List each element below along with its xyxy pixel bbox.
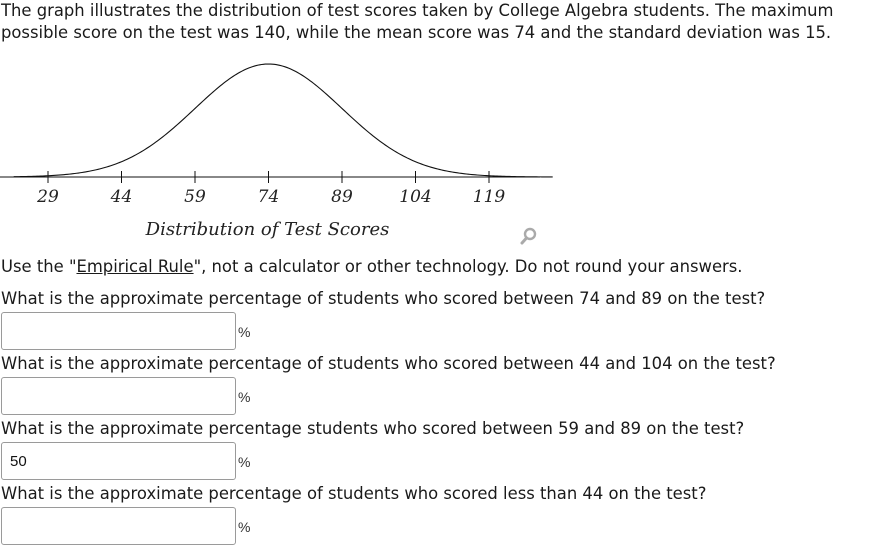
question-2-text: What is the approximate percentage of students who scored between 44 and 104 on the test?: [1, 354, 776, 373]
normal-curve-chart: [0, 48, 560, 248]
empirical-rule-link[interactable]: Empirical Rule: [76, 257, 194, 276]
x-tick-label-29: 29: [37, 187, 59, 207]
answer-input-3[interactable]: [1, 442, 236, 480]
percent-unit-1: %: [238, 324, 251, 340]
question-3-text: What is the approximate percentage students who scored between 59 and 89 on the test?: [1, 419, 745, 438]
normal-curve: [14, 64, 553, 177]
x-tick-label-119: 119: [472, 187, 506, 207]
answer-input-4[interactable]: [1, 507, 236, 545]
x-tick-label-59: 59: [184, 187, 206, 207]
answer-input-1[interactable]: [1, 312, 236, 350]
x-axis-title: Distribution of Test Scores: [145, 219, 390, 240]
instruction-prefix: Use the ": [1, 257, 77, 276]
percent-unit-2: %: [238, 389, 251, 405]
problem-intro: The graph illustrates the distribution of test scores taken by College Algebra students. The maximum possible score on the test was 140, while the mean score was 74 and the standard deviation was 15.: [1, 1, 834, 42]
instruction-suffix: ", not a calculator or other technology. Do not round your answers.: [193, 257, 743, 276]
answer-input-2[interactable]: [1, 377, 236, 415]
x-tick-label-104: 104: [399, 187, 432, 207]
magnifier-icon[interactable]: [517, 227, 541, 247]
question-4-text: What is the approximate percentage of students who scored less than 44 on the test?: [1, 484, 707, 503]
x-tick-label-89: 89: [331, 187, 353, 207]
instruction-text: [1, 256, 743, 278]
x-tick-label-74: 74: [257, 187, 280, 207]
question-1-text: What is the approximate percentage of students who scored between 74 and 89 on the test?: [1, 289, 766, 308]
x-tick-label-44: 44: [110, 187, 133, 207]
normal-distribution-graph: [0, 48, 560, 248]
percent-unit-4: %: [238, 519, 251, 535]
percent-unit-3: %: [238, 454, 251, 470]
